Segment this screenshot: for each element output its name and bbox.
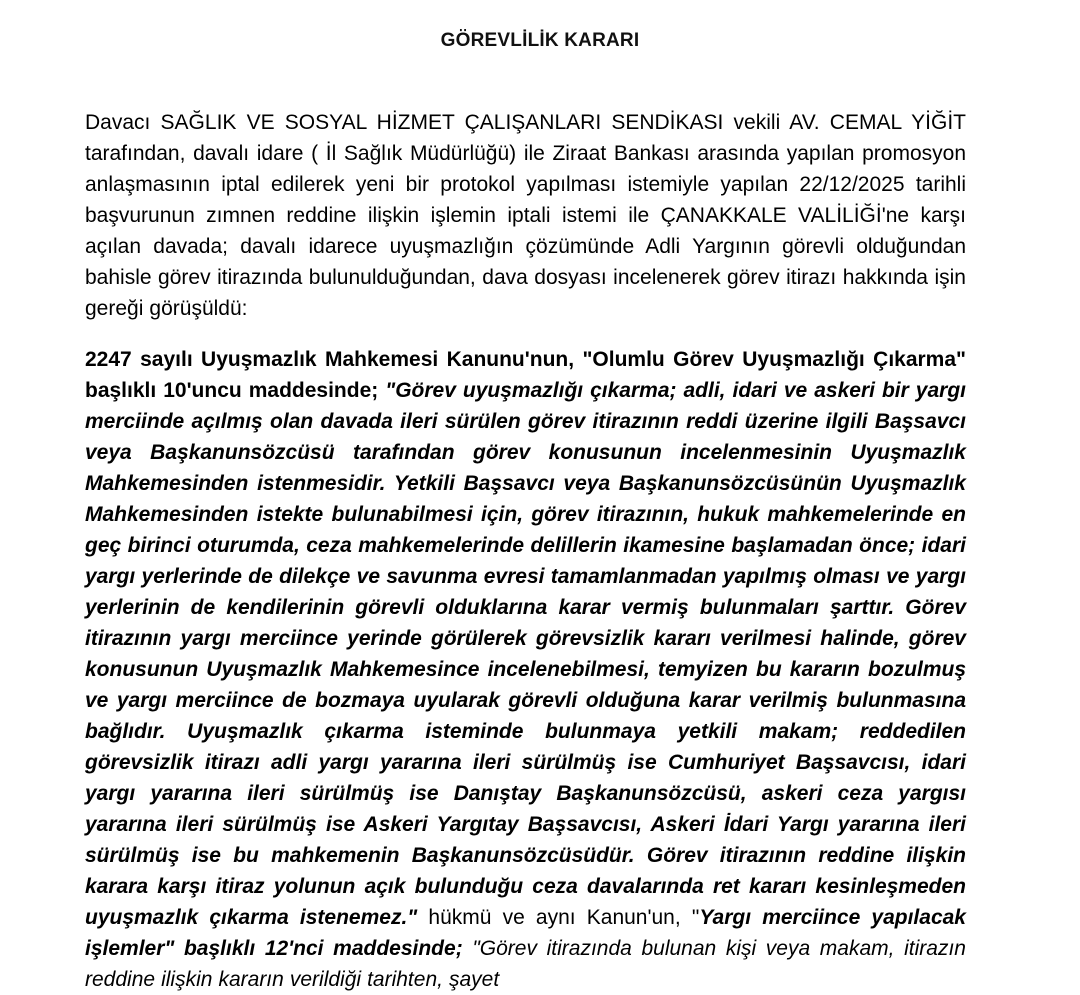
law-article-10-heading: 2247 sayılı Uyuşmazlık Mahkemesi Kanunu'nun, "Olumlu Görev Uyuşmazlığı Çıkarma" başlıklı 10'uncu maddesinde; [85, 348, 966, 402]
law-article-12-heading: Yargı merciince yapılacak işlemler" başlıklı 12'nci maddesinde; [85, 906, 966, 960]
page-title: GÖREVLİLİK KARARI [440, 30, 640, 51]
paragraph-case-intro: Davacı SAĞLIK VE SOSYAL HİZMET ÇALIŞANLARI SENDİKASI vekili AV. CEMAL YİĞİT tarafından, davalı idare ( İl Sağlık Müdürlüğü) ile Ziraat Bankası arasında yapılan promosyon anlaşmasının iptal edilerek yeni bir protokol yapılması istemiyle yapılan 22/12/2025 tarihli başvurunun zımnen reddine ilişkin işlemin iptali istemi ile ÇANAKKALE VALİLİĞİ'ne karşı açılan davada; davalı idarece uyuşmazlığın çözümünde Adli Yargının görevli olduğundan bahisle görev itirazında bulunulduğundan, dava dosyası incelenerek görev itirazı hakkında işin gereği görüşüldü: [85, 111, 966, 320]
law-article-12-quote: "Görev itirazında bulunan kişi veya makam, itirazın reddine ilişkin kararın verildiği tarihten, şayet [85, 937, 966, 991]
document-body [85, 107, 966, 995]
law-citation-connector: hükmü ve aynı Kanun'un, " [428, 906, 700, 929]
law-article-10-quote: "Görev uyuşmazlığı çıkarma; adli, idari ve askeri bir yargı merciinde açılmış olan davada ileri sürülen görev itirazının reddi üzerine ilgili Başsavcı veya Başkanunsözcüsü tarafından görev konusunun incelenmesinin Uyuşmazlık Mahkemesinden istenmesidir. Yetkili Başsavcı veya Başkanunsözcüsünün Uyuşmazlık Mahkemesinden istekte bulunabilmesi için, görev itirazının, hukuk mahkemelerinde en geç birinci oturumda, ceza mahkemelerinde delillerin ikamesine başlamadan önce; idari yargı yerlerinde de dilekçe ve savunma evresi tamamlanmadan yapılmış olması ve yargı yerlerinin de kendilerinin görevli olduklarına karar vermiş bulunmaları şarttır. Görev itirazının yargı merciince yerinde görülerek görevsizlik kararı verilmesi halinde, görev konusunun Uyuşmazlık Mahkemesince incelenebilmesi, temyizen bu kararın bozulmuş ve yargı merciince de bozmaya uyularak görevli olduğuna karar verilmiş bulunmasına bağlıdır. Uyuşmazlık çıkarma isteminde bulunmaya yetkili makam; reddedilen görevsizlik itirazı adli yargı yararına ileri sürülmüş ise Cumhuriyet Başsavcısı, idari yargı yararına ileri sürülmüş ise Danıştay Başkanunsözcüsü, askeri ceza yargısı yararına ileri sürülmüş ise Askeri Yargıtay Başsavcısı, Askeri İdari Yargı yararına ileri sürülmüş ise bu mahkemenin Başkanunsözcüsüdür. Görev itirazının reddine ilişkin karara karşı itiraz yolunun açık bulunduğu ceza davalarında ret kararı kesinleşmeden uyuşmazlık çıkarma istenemez." [85, 379, 966, 929]
paragraph-legal-citation [85, 344, 966, 995]
